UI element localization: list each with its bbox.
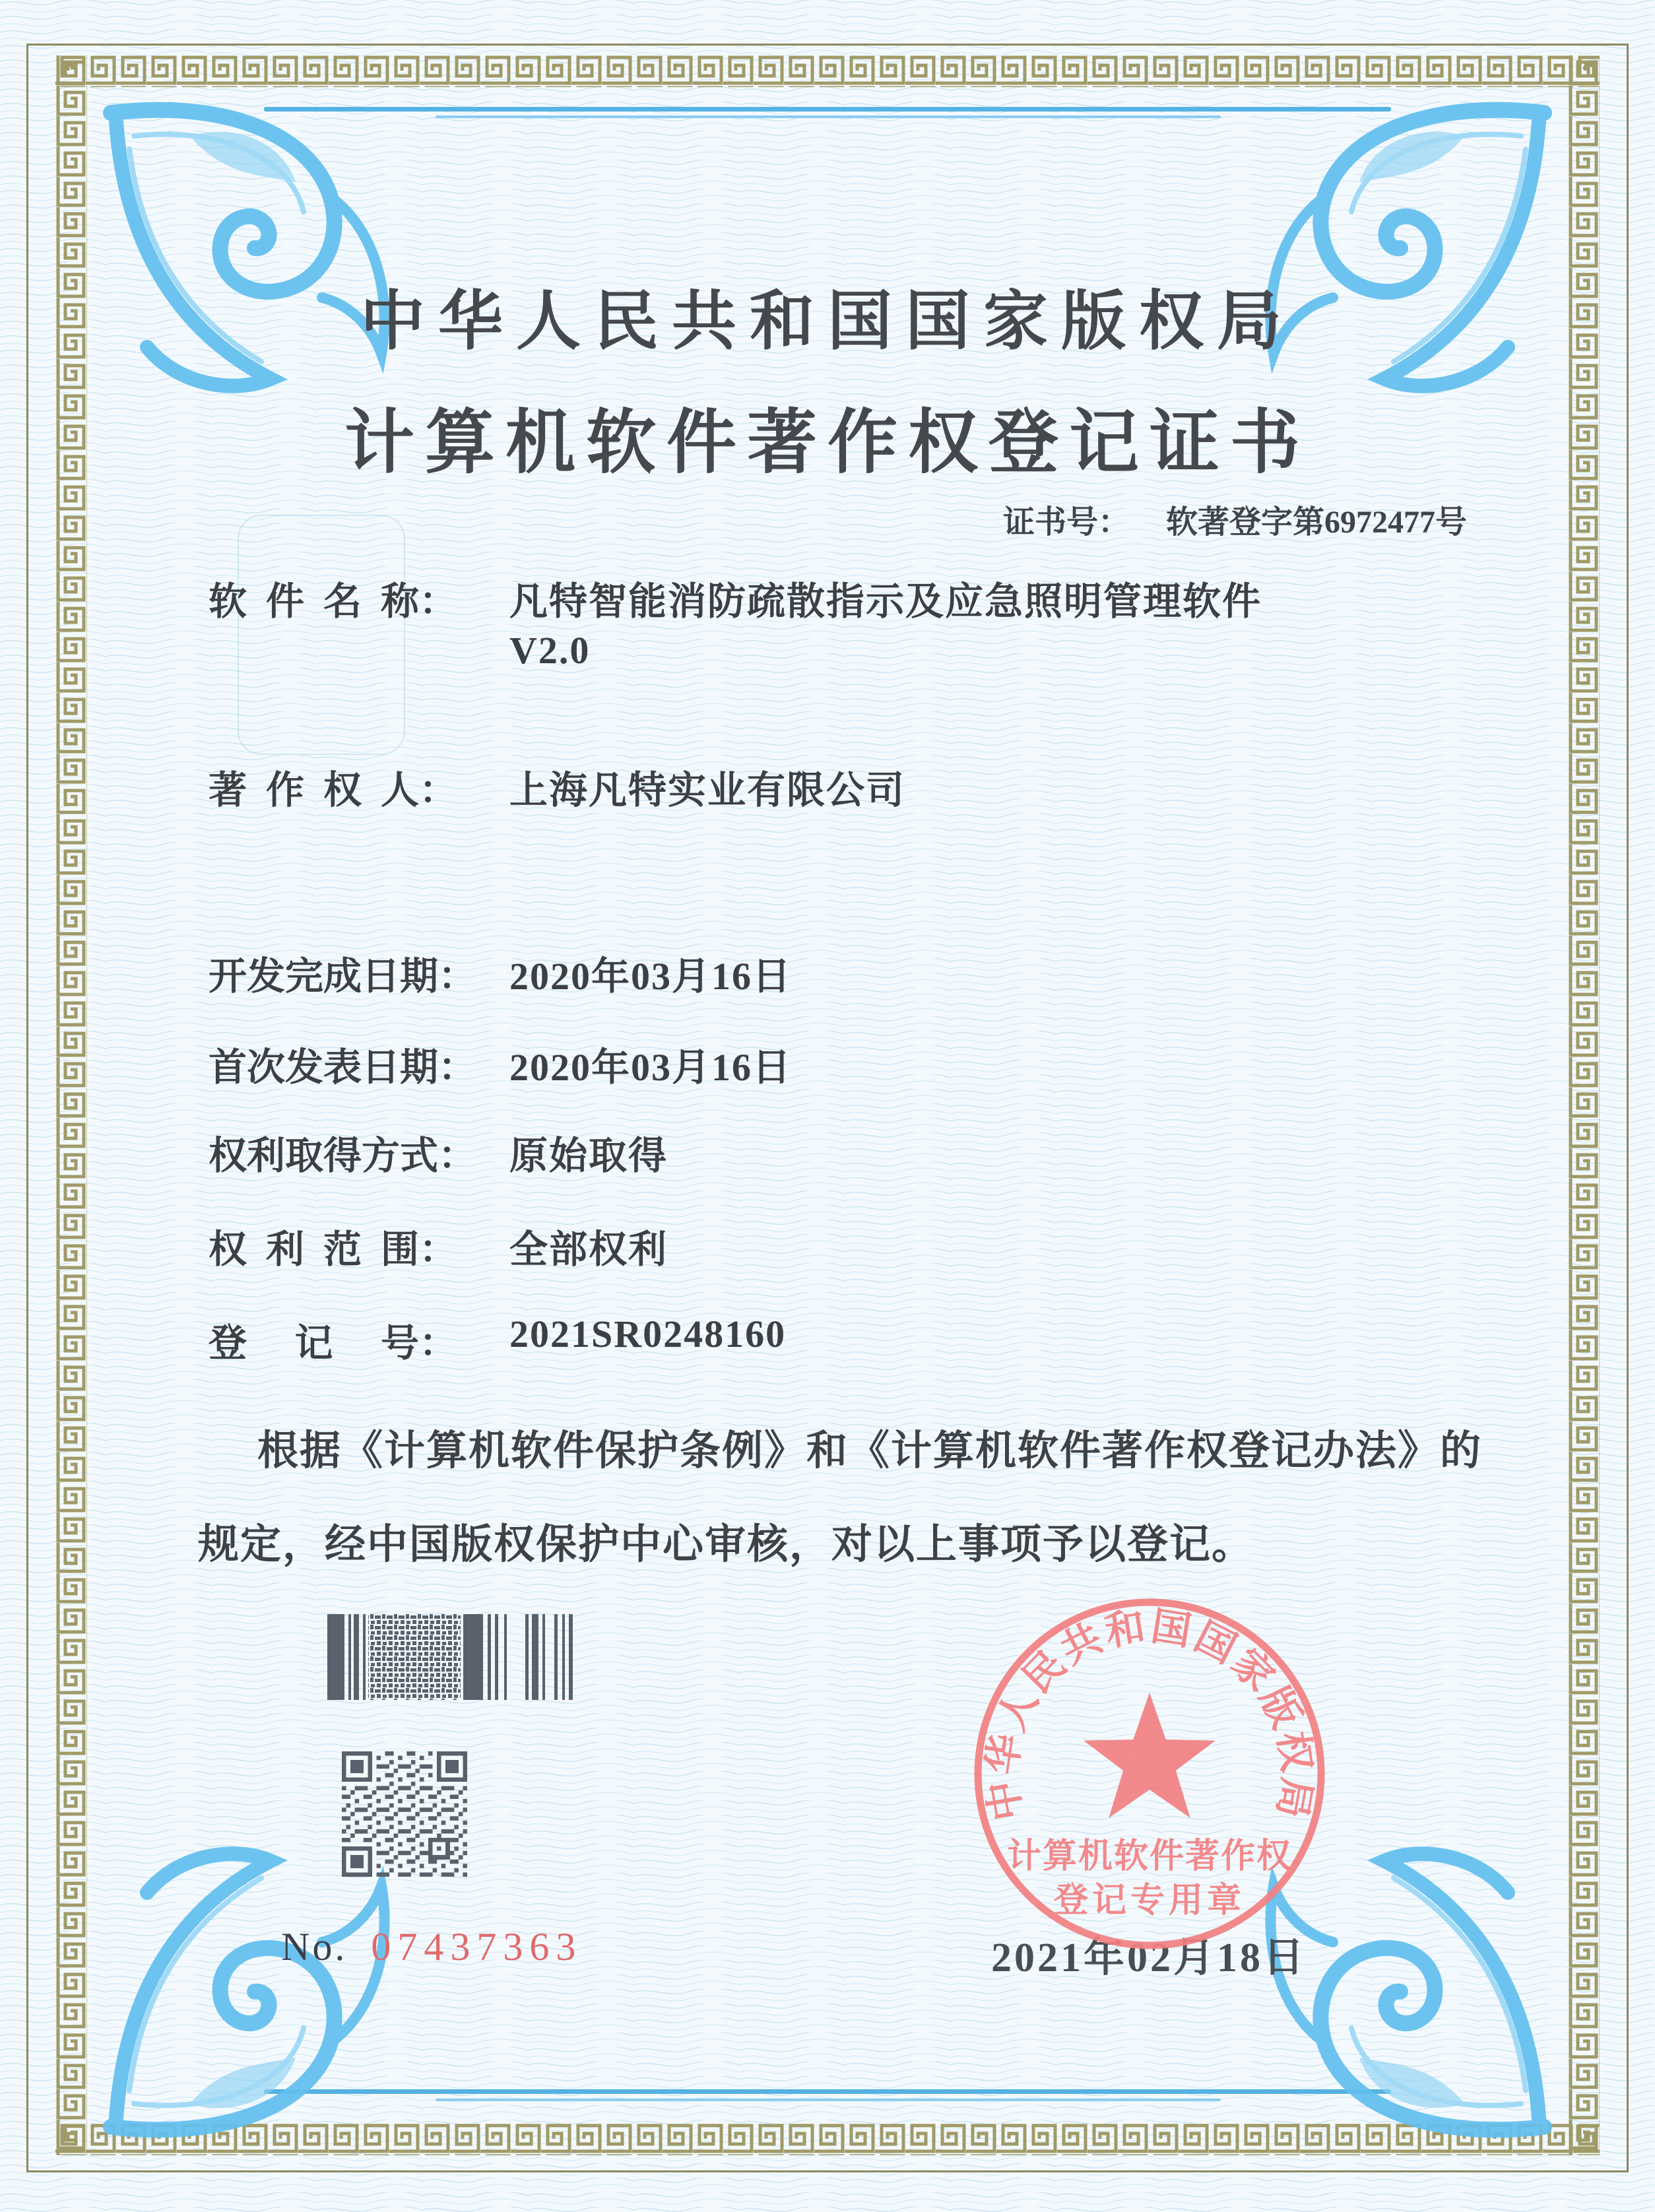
certificate-number-label: 证书号： <box>1003 505 1130 540</box>
field-value: 2020年03月16日 <box>509 1046 793 1089</box>
seal-ring-text: 中华人民共和国国家版权局 <box>980 1604 1319 1824</box>
field-label: 登 记 号： <box>209 1322 458 1365</box>
barcode-icon <box>327 1614 573 1700</box>
seal-line-2: 登记专用章 <box>1053 1882 1246 1920</box>
field-label: 权利取得方式： <box>209 1134 477 1177</box>
field-label: 软 件 名 称： <box>209 580 458 623</box>
field-row-rights-scope <box>0 1218 1655 1271</box>
statement-line-1: 根据《计算机软件保护条例》和《计算机软件著作权登记办法》的 <box>257 1429 1483 1474</box>
field-value: 2021SR0248160 <box>509 1313 787 1355</box>
top-ribbon-line <box>264 107 1391 112</box>
bottom-ribbon-line-thin <box>436 2098 1221 2101</box>
certificate-title: 计算机软件著作权登记证书 <box>344 405 1311 482</box>
qr-code-icon <box>342 1751 467 1877</box>
issue-date: 2021年02月18日 <box>991 1936 1307 1980</box>
certificate-number-value: 软著登字第6972477号 <box>1166 505 1468 540</box>
field-row-first-publish-date <box>0 1036 1655 1089</box>
field-value: 全部权利 <box>509 1228 668 1271</box>
corner-flourish-bottom-left <box>98 1833 428 2143</box>
embossed-watermark <box>238 515 405 755</box>
official-seal-icon <box>958 1582 1341 1965</box>
serial-number-row <box>281 1924 582 1970</box>
field-value: 上海凡特实业有限公司 <box>509 769 906 812</box>
top-ribbon-line-thin <box>436 115 1221 118</box>
software-version-line: V2.0 <box>509 629 591 672</box>
field-value: 2020年03月16日 <box>509 955 793 998</box>
serial-number: 07437363 <box>371 1925 583 1968</box>
field-row-rights-acquisition <box>0 1124 1655 1177</box>
certificate-number-row <box>1003 496 1467 542</box>
serial-prefix: No. <box>281 1925 348 1968</box>
field-row-dev-complete-date <box>0 945 1655 998</box>
bottom-ribbon-line <box>264 2089 1391 2094</box>
seal-star-icon <box>1084 1693 1216 1818</box>
field-label: 著 作 权 人： <box>209 769 458 812</box>
field-label: 首次发表日期： <box>209 1046 477 1089</box>
field-value: 原始取得 <box>509 1134 668 1177</box>
field-row-copyright-owner <box>0 759 1655 812</box>
seal-line-1: 计算机软件著作权 <box>1006 1838 1293 1875</box>
meander-border-right <box>1568 55 1600 2155</box>
field-row-software-name <box>0 570 1655 623</box>
field-label: 权 利 范 围： <box>209 1228 458 1271</box>
statement-line-2: 规定，经中国版权保护中心审核，对以上事项予以登记。 <box>198 1522 1254 1567</box>
meander-border-top <box>55 55 1600 87</box>
field-row-registration-number <box>0 1312 1655 1365</box>
authority-title: 中华人民共和国国家版权局 <box>360 286 1295 358</box>
meander-border-left <box>55 55 87 2155</box>
field-value: 凡特智能消防疏散指示及应急照明管理软件 <box>509 580 1262 623</box>
field-label: 开发完成日期： <box>209 955 477 998</box>
